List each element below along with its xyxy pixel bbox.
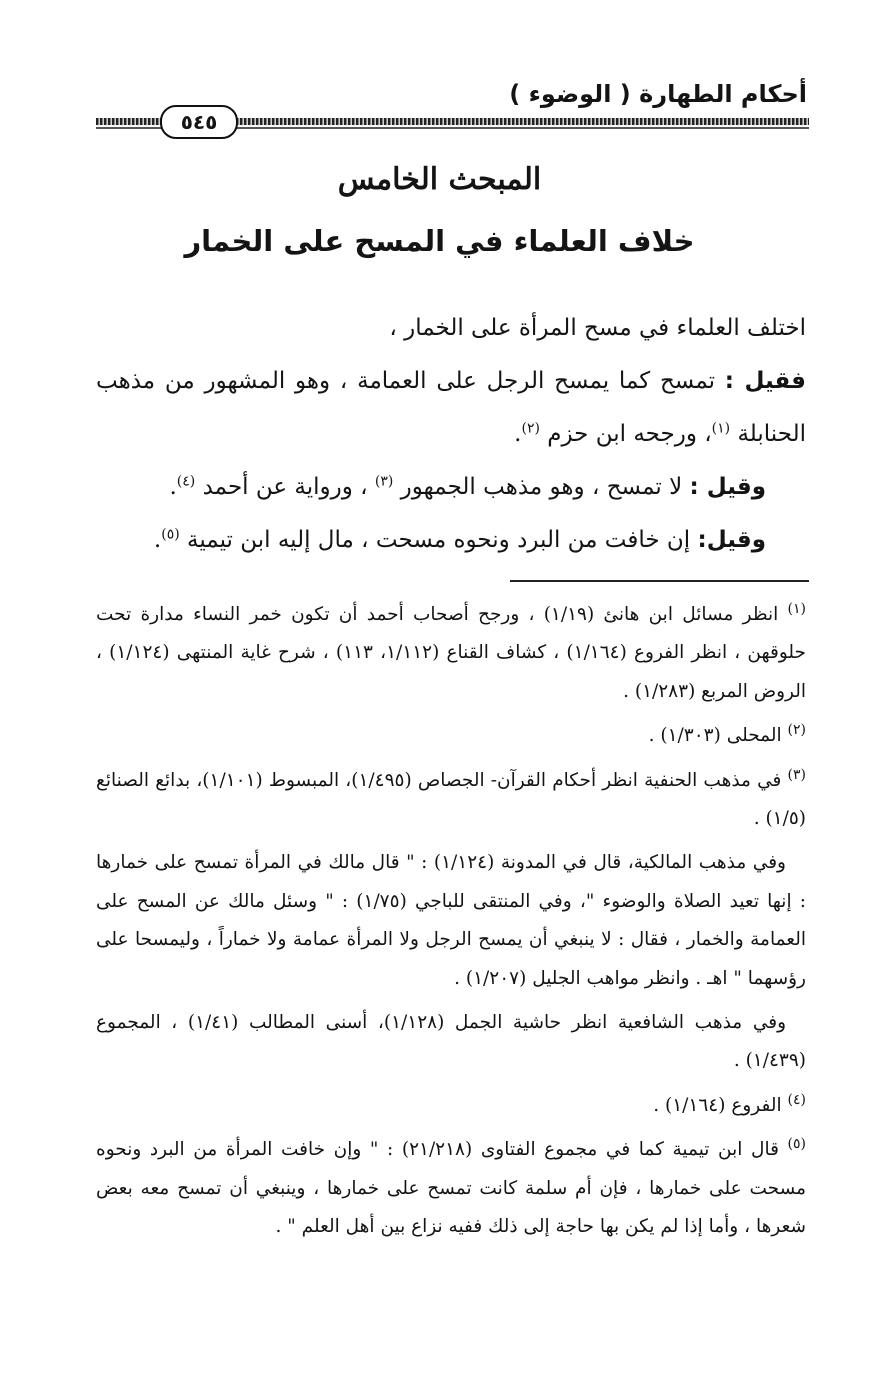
opinion-1-lead: فقيل : xyxy=(724,368,806,394)
opinion-1-text-a: تمسح كما يمسح الرجل على العمامة ، وهو المشهور من مذهب الحنابلة xyxy=(96,368,806,447)
footnote-1-marker: (١) xyxy=(787,600,806,617)
opinion-3-text-a: إن خافت من البرد ونحوه مسحت ، مال إليه ابن تيمية xyxy=(179,527,698,553)
footnote-5-text: قال ابن تيمية كما في مجموع الفتاوى (٢١/٢١٨) : " وإن خافت المرأة من البرد ونحوه مسحت على خمارها ، فإن أم سلمة كانت تمسح على خمارها ، وينبغي أن تمسح معه بعض شعرها ، وأما إذا لم يكن بها حاجة إلى ذلك ففيه نزاع بين أهل العلم " . xyxy=(96,1139,806,1238)
body-text xyxy=(96,302,806,567)
footnote-ref-5: (٥) xyxy=(161,526,180,543)
intro-paragraph: اختلف العلماء في مسح المرأة على الخمار ، xyxy=(389,315,806,341)
opinion-1-text-c: . xyxy=(514,421,522,447)
footnotes xyxy=(96,596,806,1247)
footnote-4 xyxy=(96,1087,806,1125)
footnote-3-text: في مذهب الحنفية انظر أحكام القرآن- الجصاص (١/٤٩٥)، المبسوط (١/١٠١)، بدائع الصنائع (١/٥) . xyxy=(96,769,806,830)
footnote-2-text: المحلى (١/٣٠٣) . xyxy=(648,725,788,747)
opinion-1-text-b: ، ورجحه ابن حزم xyxy=(539,421,712,447)
opinion-3 xyxy=(96,514,806,567)
section-heading: المبحث الخامس xyxy=(337,162,542,197)
opinion-3-text-b: . xyxy=(153,527,162,553)
footnote-separator xyxy=(510,580,809,582)
footnote-2-marker: (٢) xyxy=(787,722,806,739)
footnote-ref-3: (٣) xyxy=(374,473,394,490)
opinion-2-text-c: . xyxy=(169,474,177,500)
footnote-1-text: انظر مسائل ابن هانئ (١/١٩) ، ورجح أصحاب أحمد أن تكون خمر النساء مدارة تحت حلوقهن ، انظر الفروع (١/١٦٤) ، كشاف القناع (١/١١٢، ١١٣) ، شرح غاية المنتهى (١/١٢٤) ، الروض المربع (١/٢٨٣) . xyxy=(96,604,806,702)
opinion-3-lead: وقيل: xyxy=(697,527,766,553)
footnote-3 xyxy=(96,762,806,839)
opinion-2-lead: وقيل : xyxy=(689,474,766,500)
section-title: خلاف العلماء في المسح على الخمار xyxy=(184,224,695,258)
footnote-5-marker: (٥) xyxy=(787,1136,806,1153)
footnote-ref-1: (١) xyxy=(711,420,731,437)
footnote-3-shafii: وفي مذهب الشافعية انظر حاشية الجمل (١/١٢٨)، أسنى المطالب (١/٤١) ، المجموع (١/٤٣٩) . xyxy=(96,1012,806,1072)
page-number: ٥٤٥ xyxy=(160,105,238,139)
opinion-2 xyxy=(96,461,806,514)
footnote-4-marker: (٤) xyxy=(787,1091,806,1108)
footnote-3-maliki: وفي مذهب المالكية، قال في المدونة (١/١٢٤) : " قال مالك في المرأة تمسح على خمارها : إنها تعيد الصلاة والوضوء "، وفي المنتقى للباجي (١/٧٥) : " وسئل مالك عن المسح على العمامة والخمار ، فقال : لا ينبغي أن يمسح الرجل ولا المرأة عمامة ولا خماراً ، وليمسحا على رؤسهما " اهـ . وانظر مواهب الجليل (١/٢٠٧) . xyxy=(96,852,806,989)
footnote-1 xyxy=(96,596,806,711)
footnote-3-marker: (٣) xyxy=(787,766,806,783)
opinion-1 xyxy=(96,355,806,461)
footnote-5 xyxy=(96,1131,806,1246)
opinion-2-text-a: لا تمسح ، وهو مذهب الجمهور xyxy=(393,474,690,500)
footnote-ref-4: (٤) xyxy=(176,473,196,490)
footnote-4-text: الفروع (١/١٦٤) . xyxy=(653,1094,788,1116)
footnote-2 xyxy=(96,717,806,755)
footnote-ref-2: (٢) xyxy=(521,420,540,437)
running-title: أحكام الطهارة ( الوضوء ) xyxy=(509,80,807,108)
opinion-2-text-b: ، ورواية عن أحمد xyxy=(195,474,375,500)
